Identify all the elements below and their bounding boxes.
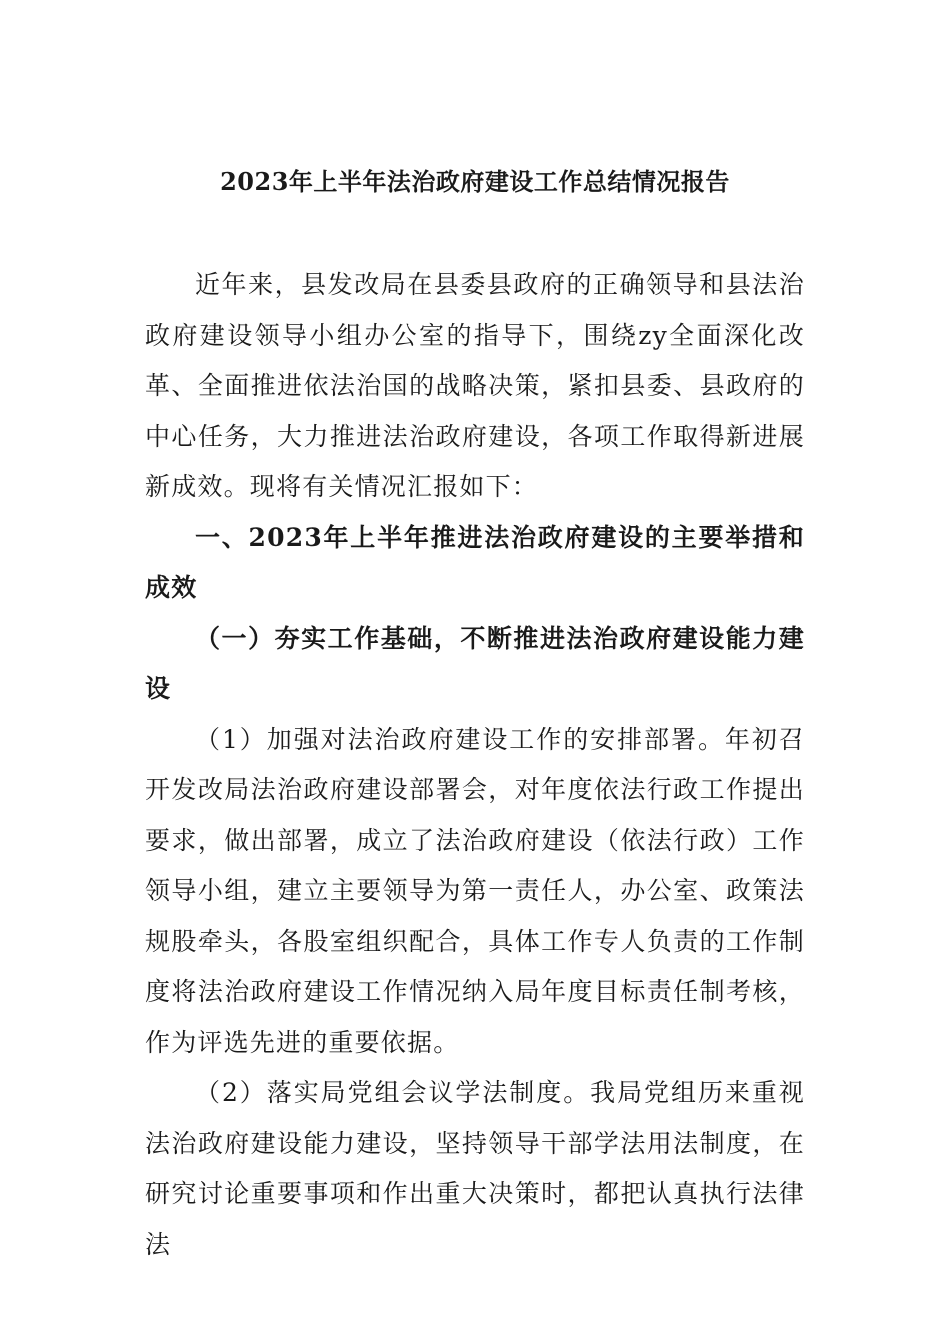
section-heading-1: 一、2023年上半年推进法治政府建设的主要举措和成效 bbox=[145, 522, 805, 602]
subsection-heading-1-1: （一）夯实工作基础，不断推进法治政府建设能力建设 bbox=[145, 623, 805, 703]
intro-paragraph: 近年来，县发改局在县委县政府的正确领导和县法治政府建设领导小组办公室的指导下，围绕zy全面深化改革、全面推进依法治国的战略决策，紧扣县委、县政府的中心任务，大力推进法治政府建设，各项工作取得新进展新成效。现将有关情况汇报如下： bbox=[145, 270, 805, 501]
item-paragraph-1: （1）加强对法治政府建设工作的安排部署。年初召开发改局法治政府建设部署会，对年度依法行政工作提出要求，做出部署，成立了法治政府建设（依法行政）工作领导小组，建立主要领导为第一责任人，办公室、政策法规股牵头，各股室组织配合，具体工作专人负责的工作制度将法治政府建设工作情况纳入局年度目标责任制考核，作为评选先进的重要依据。 bbox=[145, 724, 805, 1057]
document-body bbox=[145, 260, 805, 1270]
item-paragraph-2: （2）落实局党组会议学法制度。我局党组历来重视法治政府建设能力建设，坚持领导干部学法用法制度，在研究讨论重要事项和作出重大决策时，都把认真执行法律法 bbox=[145, 1078, 805, 1259]
document-title: 2023年上半年法治政府建设工作总结情况报告 bbox=[220, 167, 730, 196]
